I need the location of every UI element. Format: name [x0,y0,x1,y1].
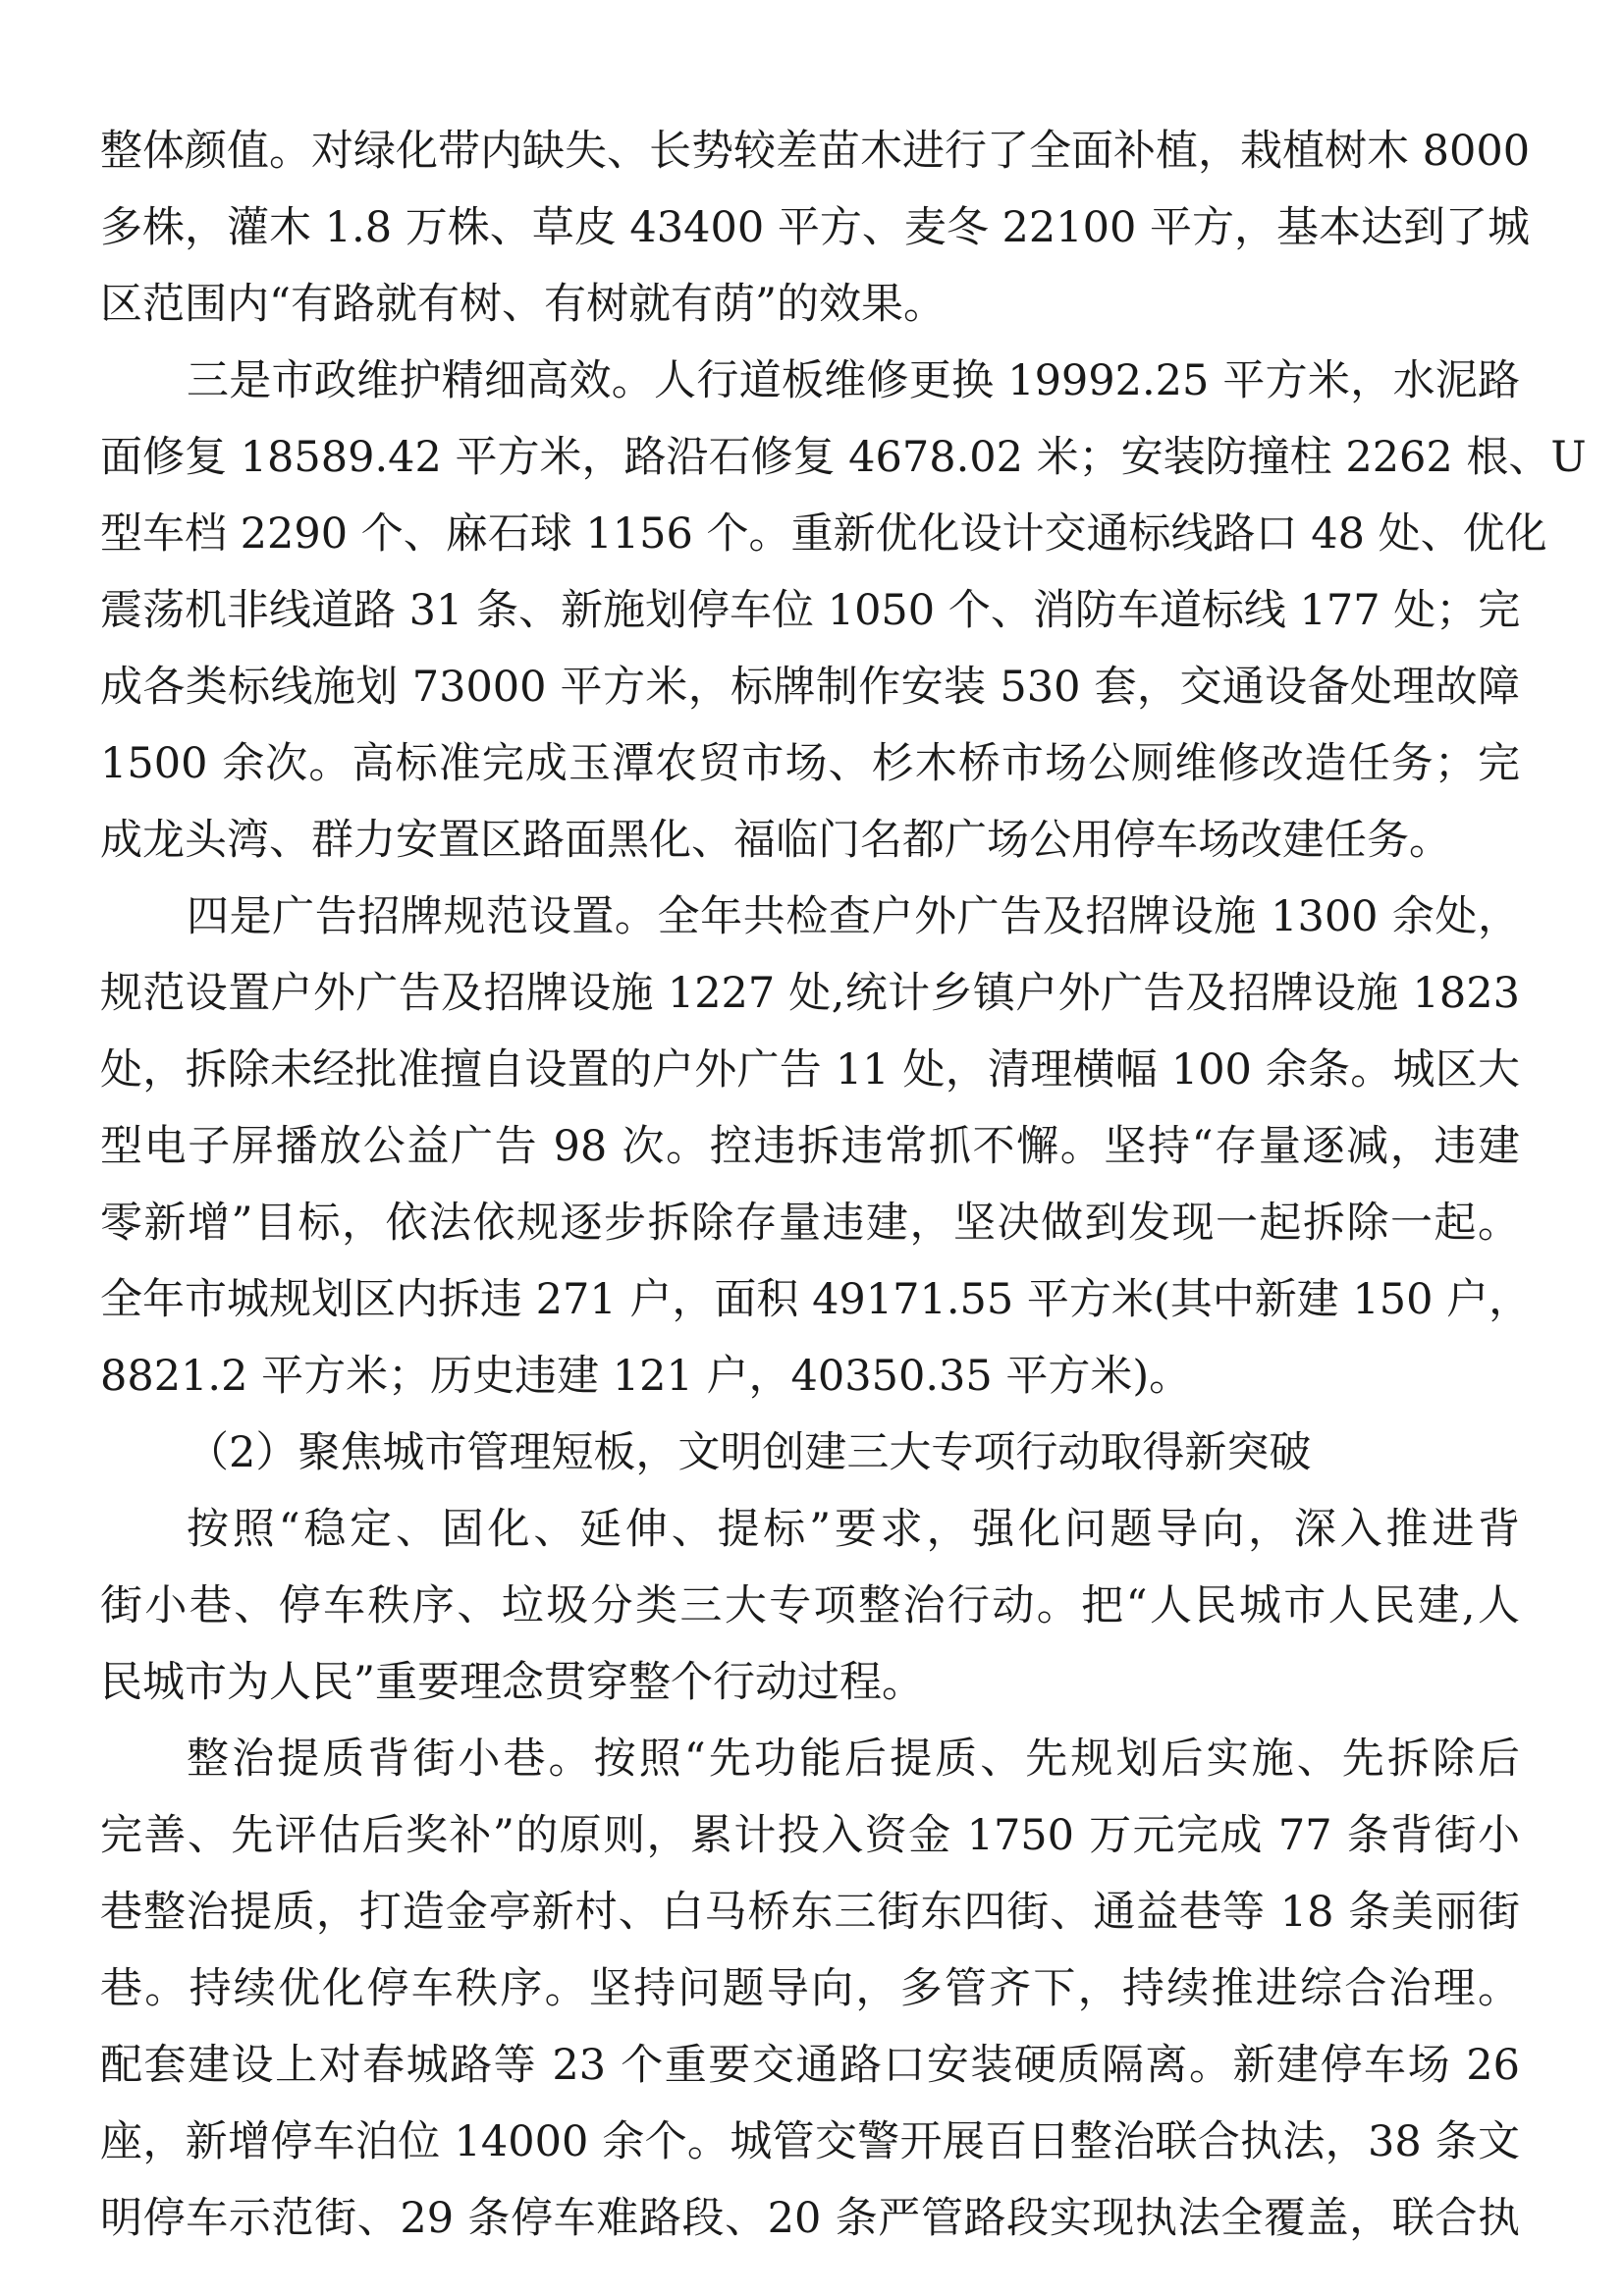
text-line: 成龙头湾、群力安置区路面黑化、福临门名都广场公用停车场改建任务。 [100,816,1451,865]
text-line: 街小巷、停车秩序、垃圾分类三大专项整治行动。把“人民城市人民建,人 [100,1581,1520,1630]
text-line: 型车档 2290 个、麻石球 1156 个。重新优化设计交通标线路口 48 处、优化 [100,509,1547,559]
text-line: 巷。持续优化停车秩序。坚持问题导向，多管齐下，持续推进综合治理。 [100,1964,1520,2013]
text-line: 区范围内“有路就有树、有树就有荫”的效果。 [100,280,946,329]
text-line: 1500 余次。高标准完成玉潭农贸市场、杉木桥市场公厕维修改造任务；完 [100,739,1520,788]
text-line: 三是市政维护精细高效。人行道板维修更换 19992.25 平方米，水泥路 [187,356,1520,405]
text-line: 巷整治提质，打造金亭新村、白马桥东三街东四街、通益巷等 18 条美丽街 [100,1888,1520,1937]
text-line: 零新增”目标，依法依规逐步拆除存量违建，坚决做到发现一起拆除一起。 [100,1199,1520,1248]
text-line: 处，拆除未经批准擅自设置的户外广告 11 处，清理横幅 100 余条。城区大 [100,1045,1520,1095]
text-line: 成各类标线施划 73000 平方米，标牌制作安装 530 套，交通设备处理故障 [100,663,1520,712]
text-line: 按照“稳定、固化、延伸、提标”要求，强化问题导向，深入推进背 [187,1505,1520,1554]
text-line: 8821.2 平方米；历史违建 121 户，40350.35 平方米)。 [100,1352,1192,1401]
text-line: 震荡机非线道路 31 条、新施划停车位 1050 个、消防车道标线 177 处；完 [100,586,1521,635]
section-heading: （2）聚焦城市管理短板，文明创建三大专项行动取得新突破 [187,1428,1312,1477]
text-line: 配套建设上对春城路等 23 个重要交通路口安装硬质隔离。新建停车场 26 [100,2041,1520,2090]
text-line: 全年市城规划区内拆违 271 户，面积 49171.55 平方米(其中新建 150 户， [100,1275,1532,1324]
text-line: 型电子屏播放公益广告 98 次。控违拆违常抓不懈。坚持“存量逐减，违建 [100,1122,1520,1171]
text-line: 四是广告招牌规范设置。全年共检查户外广告及招牌设施 1300 余处， [187,892,1520,941]
text-line: 规范设置户外广告及招牌设施 1227 处,统计乡镇户外广告及招牌设施 1823 [100,969,1520,1018]
text-line: 面修复 18589.42 平方米，路沿石修复 4678.02 米；安装防撞柱 2262 根、U [100,433,1587,482]
text-line: 整体颜值。对绿化带内缺失、长势较差苗木进行了全面补植，栽植树木 8000 [100,127,1531,176]
text-line: 民城市为人民”重要理念贯穿整个行动过程。 [100,1658,924,1707]
text-line: 多株，灌木 1.8 万株、草皮 43400 平方、麦冬 22100 平方，基本达到了城 [100,203,1530,252]
text-line: 完善、先评估后奖补”的原则，累计投入资金 1750 万元完成 77 条背街小 [100,1811,1520,1860]
text-line: 座，新增停车泊位 14000 余个。城管交警开展百日整治联合执法，38 条文 [100,2117,1520,2166]
text-line: 明停车示范街、29 条停车难路段、20 条严管路段实现执法全覆盖，联合执 [100,2194,1520,2243]
text-line: 整治提质背街小巷。按照“先功能后提质、先规划后实施、先拆除后 [187,1735,1520,1784]
